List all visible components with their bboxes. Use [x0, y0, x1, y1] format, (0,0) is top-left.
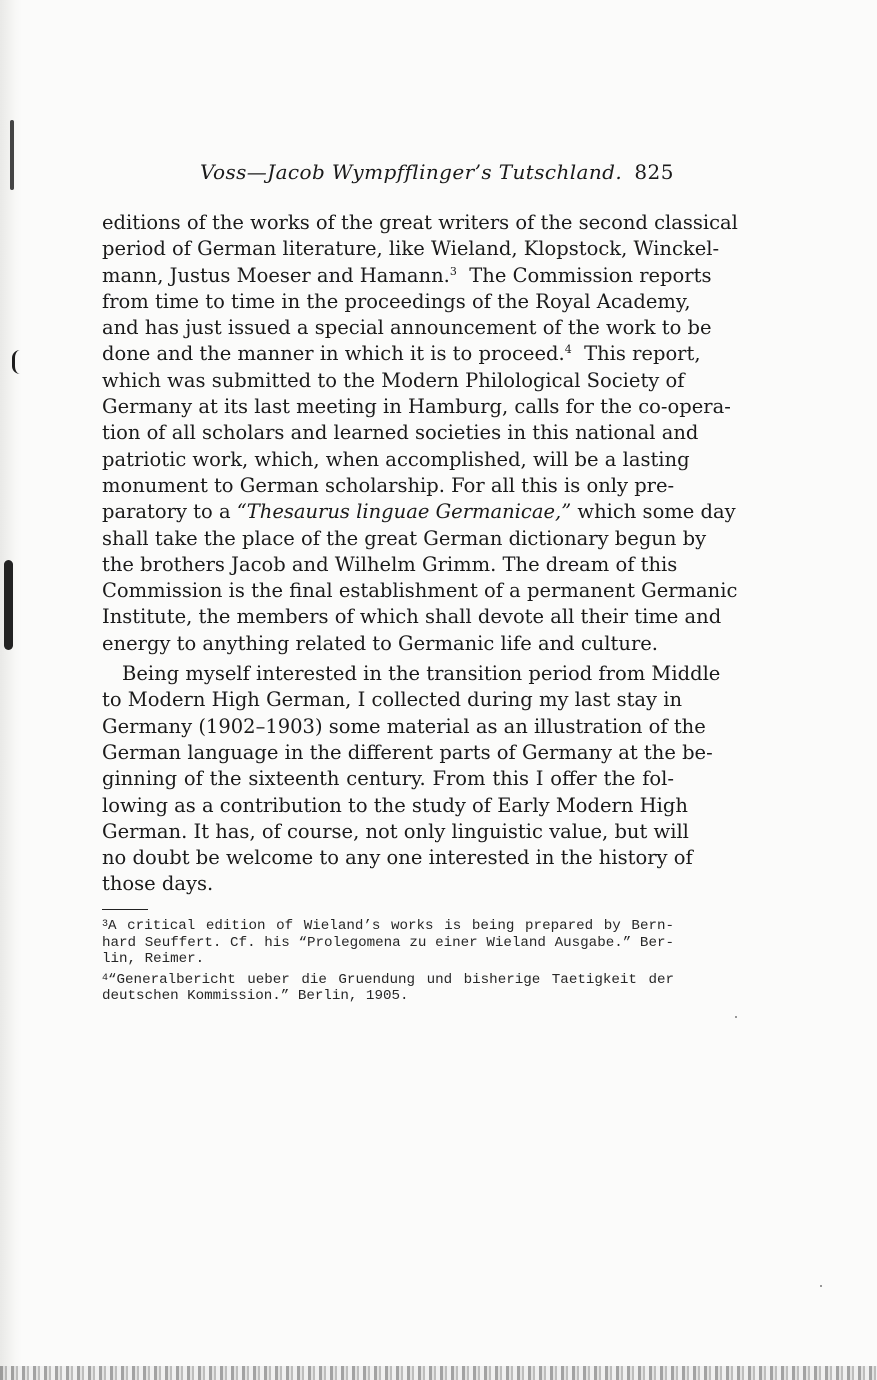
footnote-line: deutschen Kommission.” Berlin, 1905. [102, 988, 409, 1005]
text-line: editions of the works of the great writers of the second classical [102, 211, 738, 234]
text-line: tion of all scholars and learned societies in this national and [102, 421, 699, 445]
text-line: shall take the place of the great German dictionary begun by [102, 526, 707, 550]
text-line: Germany (1902–1903) some material as an illustration of the [102, 714, 706, 738]
text-line: ginning of the sixteenth century. From this I offer the fol- [102, 767, 674, 791]
text-segment: paratory to a [102, 500, 231, 524]
gutter-mark [4, 560, 13, 650]
text-line [102, 263, 712, 289]
text-line: German. It has, of course, not only linguistic value, but will [102, 819, 689, 843]
text-line: period of German literature, like Wieland, Klopstock, Winckel- [102, 237, 720, 261]
footnotes [102, 918, 674, 1005]
scan-speck [820, 1285, 822, 1287]
text-line [102, 499, 736, 525]
text-line: Institute, the members of which shall devote all their time and [102, 605, 722, 629]
body-text [102, 210, 738, 898]
running-head [102, 160, 674, 190]
text-segment: which some day [577, 500, 736, 524]
text-line: energy to anything related to Germanic life and culture. [102, 631, 658, 655]
text-segment: This report, [584, 342, 701, 366]
footnote-line: lin, Reimer. [102, 951, 205, 968]
footnote-line [102, 918, 674, 935]
footnote-text: A critical edition of Wieland’s works is being prepared by Bern- [108, 918, 674, 934]
text-line: the brothers Jacob and Wilhelm Grimm. The dream of this [102, 552, 678, 576]
text-line: from time to time in the proceedings of the Royal Academy, [102, 289, 691, 313]
text-line: Being myself interested in the transition period from Middle [122, 662, 721, 686]
gutter-mark [10, 120, 14, 190]
text-line: Germany at its last meeting in Hamburg, calls for the co-opera- [102, 395, 731, 419]
text-segment: done and the manner in which it is to proceed. [102, 342, 565, 366]
footnote-line [102, 972, 674, 989]
text-segment: mann, Justus Moeser and Hamann. [102, 263, 450, 287]
text-line: Commission is the final establishment of a permanent Germanic [102, 579, 738, 603]
italic-title: “Thesaurus linguae Germanicae,” [236, 500, 572, 524]
text-line: German language in the different parts of Germany at the be- [102, 740, 713, 764]
gutter-mark [12, 350, 23, 374]
footnote-mark: 4 [102, 972, 109, 984]
text-line: monument to German scholarship. For all this is only pre- [102, 473, 675, 497]
footnote-line: hard Seuffert. Cf. his “Prolegomena zu einer Wieland Ausgabe.” Ber- [102, 934, 674, 951]
footnote-ref: 3 [449, 264, 457, 278]
footnote-ref: 4 [564, 343, 572, 357]
footnote-text: “Generalbericht ueber die Gruendung und bisherige Taetigkeit der [108, 971, 674, 988]
text-line [102, 341, 701, 367]
footnote-rule [102, 909, 148, 910]
page-number: 825 [634, 160, 674, 184]
footnote-mark: 3 [102, 919, 109, 930]
running-title: Voss—Jacob Wympfflinger’s Tutschland. [200, 160, 623, 184]
binding-gutter [0, 0, 22, 1380]
text-line: those days. [102, 872, 214, 896]
text-line: to Modern High German, I collected during my last stay in [102, 688, 683, 712]
text-line: no doubt be welcome to any one interested in the history of [102, 846, 693, 870]
text-line: which was submitted to the Modern Philological Society of [102, 368, 685, 392]
text-line: and has just issued a special announcement of the work to be [102, 316, 712, 340]
scan-noise-strip [0, 1366, 877, 1380]
text-line: patriotic work, which, when accomplished, will be a lasting [102, 447, 690, 471]
scan-speck [735, 1016, 737, 1018]
text-segment: The Commission reports [469, 263, 712, 287]
text-line: lowing as a contribution to the study of Early Modern High [102, 793, 688, 817]
